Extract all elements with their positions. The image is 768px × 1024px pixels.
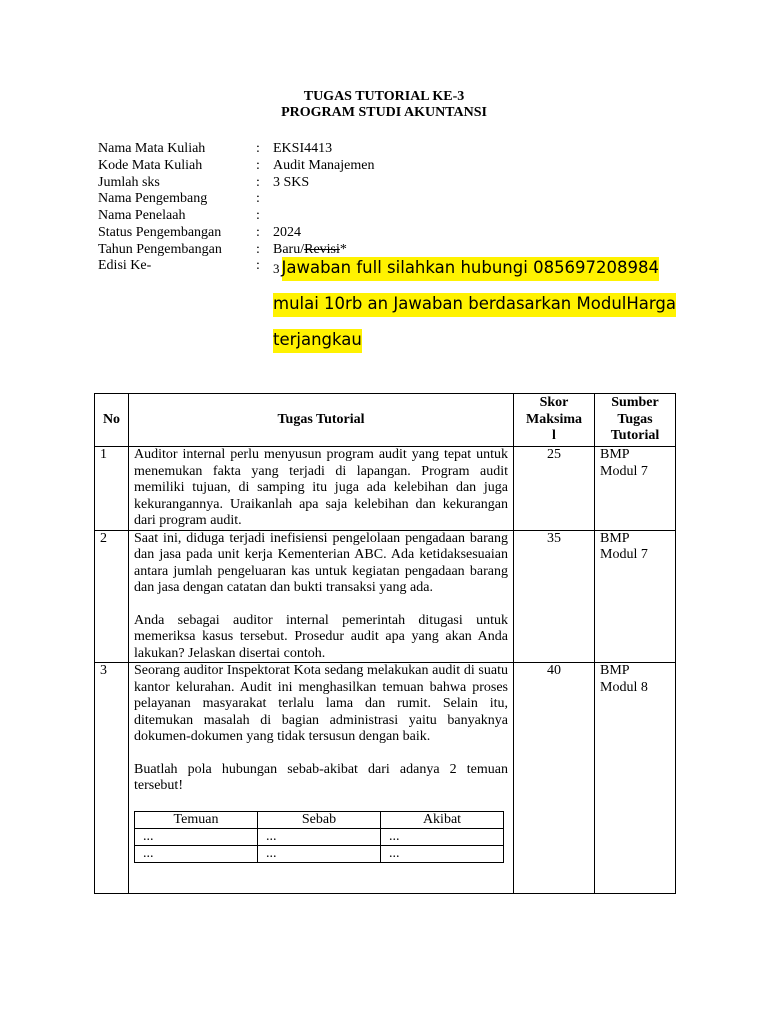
task-source: BMP Modul 7 — [595, 530, 676, 663]
header-no: No — [95, 394, 129, 447]
highlight-line-1: Jawaban full silahkan hubungi 085697208984 — [282, 257, 660, 281]
task-description — [129, 447, 514, 531]
row-number: 3 — [95, 663, 129, 894]
info-row-dev-year — [98, 242, 718, 259]
highlight-line-3: terjangkau — [273, 329, 362, 353]
document-subtitle: PROGRAM STUDI AKUNTANSI — [281, 105, 487, 120]
inner-header-row — [135, 811, 504, 828]
tutorial-task-table — [94, 393, 676, 894]
info-colon: : — [256, 174, 260, 190]
header-source: Sumber Tugas Tutorial — [595, 394, 676, 447]
effect-cell: ... — [381, 828, 504, 845]
info-row-course-name — [98, 141, 718, 158]
info-colon: : — [256, 157, 260, 173]
value-struck: Revisi — [304, 241, 340, 257]
row-number: 2 — [95, 530, 129, 663]
max-score: 35 — [514, 530, 595, 663]
info-value: Audit Manajemen — [273, 157, 375, 173]
info-row-reviewer — [98, 208, 718, 225]
table-row — [95, 447, 676, 531]
info-colon: : — [256, 208, 260, 223]
highlighted-note — [273, 257, 703, 365]
header-finding: Temuan — [135, 811, 258, 828]
info-colon: : — [256, 191, 260, 207]
task-description — [129, 663, 514, 894]
task-paragraph: Auditor internal perlu menyusun program audit yang tepat untuk menemukan fakta yang terjadi di lapangan. Program audit memiliki tujuan, di samping itu juga ada kelebihan dan juga kekurangannya. Uraikanlah apa saja kelebihan dan kekurangan dari program audit. — [134, 447, 508, 528]
document-title: TUGAS TUTORIAL KE-3 — [303, 89, 465, 104]
info-label: Tahun Pengembangan — [98, 241, 222, 257]
task-paragraph: Saat ini, diduga terjadi inefisiensi pengelolaan pengadaan barang dan jasa pada unit kerja Kementerian ABC. Ada ketidaksesuaian antara jumlah pengeluaran kas untuk kegiatan pengadaan barang dan jasa dengan catatan dan bukti transaksi yang ada. — [134, 530, 508, 595]
info-value: 3 SKS — [273, 174, 310, 190]
info-label: Nama Pengembang — [98, 191, 208, 207]
info-colon: : — [256, 258, 260, 274]
finding-cell: ... — [135, 845, 258, 862]
info-colon: : — [256, 224, 260, 240]
task-paragraph: Buatlah pola hubungan sebab-akibat dari adanya 2 temuan tersebut! — [134, 761, 508, 793]
task-paragraph: Seorang auditor Inspektorat Kota sedang melakukan audit di suatu kantor kelurahan. Audit ini menghasilkan temuan bahwa proses pelayanan masyarakat terlalu lama dan rumit. Selain itu, ditemukan masalah di bagian administrasi yaitu banyaknya dokumen-dokumen yang tidak tersusun dengan baik. — [134, 663, 508, 744]
finding-cell: ... — [135, 828, 258, 845]
cause-effect-table — [134, 811, 504, 863]
info-label: Edisi Ke- — [98, 258, 152, 274]
info-label: Nama Mata Kuliah — [98, 141, 206, 156]
info-colon: : — [256, 241, 260, 257]
header-task: Tugas Tutorial — [129, 394, 514, 447]
info-value — [273, 242, 347, 259]
table-row — [95, 530, 676, 663]
value-suffix: * — [339, 241, 347, 257]
info-colon: : — [256, 141, 260, 156]
edition-value: 3 — [273, 261, 280, 276]
max-score: 25 — [514, 447, 595, 531]
info-row-course-code — [98, 158, 718, 175]
header-effect: Akibat — [381, 811, 504, 828]
row-number: 1 — [95, 447, 129, 531]
info-value: EKSI4413 — [273, 141, 333, 156]
task-paragraph: Anda sebagai auditor internal pemerintah ditugasi untuk memeriksa kasus tersebut. Prosedur audit apa yang akan Anda lakukan? Jelaskan disertai contoh. — [134, 612, 508, 661]
task-source: BMP Modul 8 — [595, 663, 676, 894]
cause-cell: ... — [258, 828, 381, 845]
table-row — [95, 663, 676, 894]
cause-cell: ... — [258, 845, 381, 862]
header-score: Skor Maksima l — [514, 394, 595, 447]
info-row-developer — [98, 191, 718, 208]
info-label: Status Pengembangan — [98, 224, 222, 240]
info-row-credits — [98, 175, 718, 192]
info-label: Kode Mata Kuliah — [98, 157, 203, 173]
course-info-block — [98, 141, 718, 275]
info-label: Jumlah sks — [98, 174, 160, 190]
task-description — [129, 530, 514, 663]
header-cause: Sebab — [258, 811, 381, 828]
info-value: 2024 — [273, 224, 301, 240]
value-plain: Baru/ — [273, 241, 305, 257]
info-label: Nama Penelaah — [98, 208, 186, 223]
inner-table-row — [135, 845, 504, 862]
table-header-row — [95, 394, 676, 447]
inner-table-row — [135, 828, 504, 845]
effect-cell: ... — [381, 845, 504, 862]
task-source: BMP Modul 7 — [595, 447, 676, 531]
info-row-dev-status — [98, 225, 718, 242]
max-score: 40 — [514, 663, 595, 894]
highlight-line-2: mulai 10rb an Jawaban berdasarkan ModulHarga — [273, 293, 676, 317]
